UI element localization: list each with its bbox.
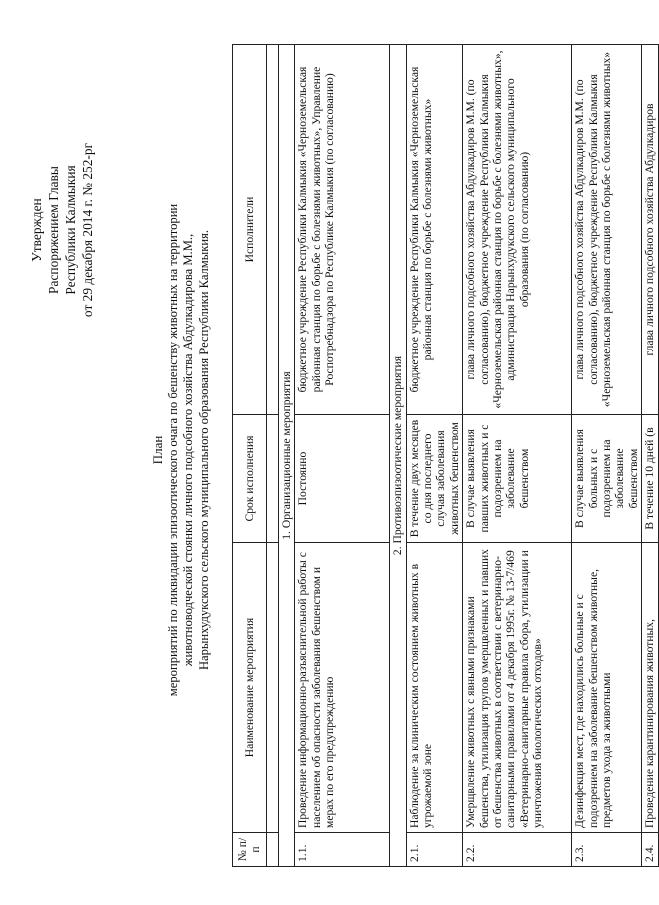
approval-line-1: Утвержден: [29, 198, 44, 262]
plan-title-line-3: Нарынхудукского сельского муниципального образования Республики Калмыкия.: [196, 229, 211, 671]
approval-line-4: от 29 декабря 2014 г. № 252-рг: [80, 142, 95, 318]
row-time: В течение 10 дней (в: [642, 415, 659, 543]
row-time: В случае выявления больных и с подозрением на заболевание бешенством: [572, 415, 642, 543]
section-title-2: 2. Противоэпизоотические мероприятия: [390, 45, 406, 867]
row-num: 2.3.: [572, 833, 642, 867]
row-name: Дезинфекция мест, где находились больные и с подозрением на заболевание бешенством животные, предметов ухода за животными: [572, 543, 642, 833]
approval-line-3: Республики Калмыкия: [63, 165, 78, 295]
approval-block: [28, 120, 96, 340]
row-time: В случае выявления павших животных и с подозрением на заболевание бешенством: [463, 415, 572, 543]
plan-title-line-2: животноводческой стоянки личного подсобного хозяйства Абдулкадирова М.М.,: [181, 233, 195, 667]
table-row: [463, 45, 572, 867]
row-num: 1.1.: [295, 833, 390, 867]
plan-title-line-1: мероприятий по ликвидации эпизоотического очага по бешенству животных на территории: [165, 203, 180, 697]
header-exec: Исполнители: [233, 45, 267, 415]
section-title-1: 1. Организационные мероприятия: [278, 45, 294, 867]
row-time: Постоянно: [295, 415, 390, 543]
plan-title: [150, 135, 212, 765]
section-row-1: [278, 45, 294, 867]
row-exec: глава личного подсобного хозяйства Абдулкадиров М.М. (по согласованию), бюджетное учреждение Республики Калмыкия «Черноземельская районная станция по борьбе с болезнями животных», администрация Нарынхудукского сельского муниципального образования (по согласованию): [463, 45, 572, 415]
row-name: Проведение карантинирования животных,: [642, 543, 659, 833]
row-exec: глава личного подсобного хозяйства Абдулкадиров М.М. (по согласованию), бюджетное учреждение Республики Калмыкия «Черноземельская районная станция по борьбе с болезнями животных»: [572, 45, 642, 415]
measures-table: [232, 44, 659, 867]
table-row: [642, 45, 659, 867]
row-exec: бюджетное учреждение Республики Калмыкия «Черноземельская районная станция по борьбе с болезнями животных», Управление Роспотребнадзора по Республике Калмыкия (по согласованию): [295, 45, 390, 415]
table-header-row: [233, 45, 267, 867]
row-time: В течение двух месяцев со дня последнего случая заболевания животных бешенством: [406, 415, 463, 543]
row-num: 2.1.: [406, 833, 463, 867]
row-num: 2.2.: [463, 833, 572, 867]
plan-heading: План: [150, 435, 165, 465]
table-row: [406, 45, 463, 867]
table-row: [572, 45, 642, 867]
row-name: Наблюдение за клиническим состоянием животных в угрожаемой зоне: [406, 543, 463, 833]
row-exec: глава личного подсобного хозяйства Абдулкадиров: [642, 45, 659, 415]
header-num: № п/п: [233, 833, 267, 867]
approval-line-2: Распоряжением Главы: [46, 166, 61, 294]
header-name: Наименование мероприятия: [233, 543, 267, 833]
row-name: Умерщвление животных с явными признаками бешенства, утилизация трупов умерщвленных и павших от бешенства животных в соответствии с ветеринарно-санитарными правилами от 4 декабря 1995г. № 13-7/469 «Ветеринарно-санитарные правила сбора, утилизации и уничтожения биологических отходов»: [463, 543, 572, 833]
row-name: Проведение информационно-разъяснительной работы с населением об опасности заболевания бешенством и мерах по его предупреждению: [295, 543, 390, 833]
row-num: 2.4.: [642, 833, 659, 867]
table-row: [295, 45, 390, 867]
header-time: Срок исполнения: [233, 415, 267, 543]
table-spacer-row: [266, 45, 278, 867]
row-exec: бюджетное учреждение Республики Калмыкия «Черноземельская районная станция по борьбе с болезнями животных»: [406, 45, 463, 415]
section-row-2: [390, 45, 406, 867]
